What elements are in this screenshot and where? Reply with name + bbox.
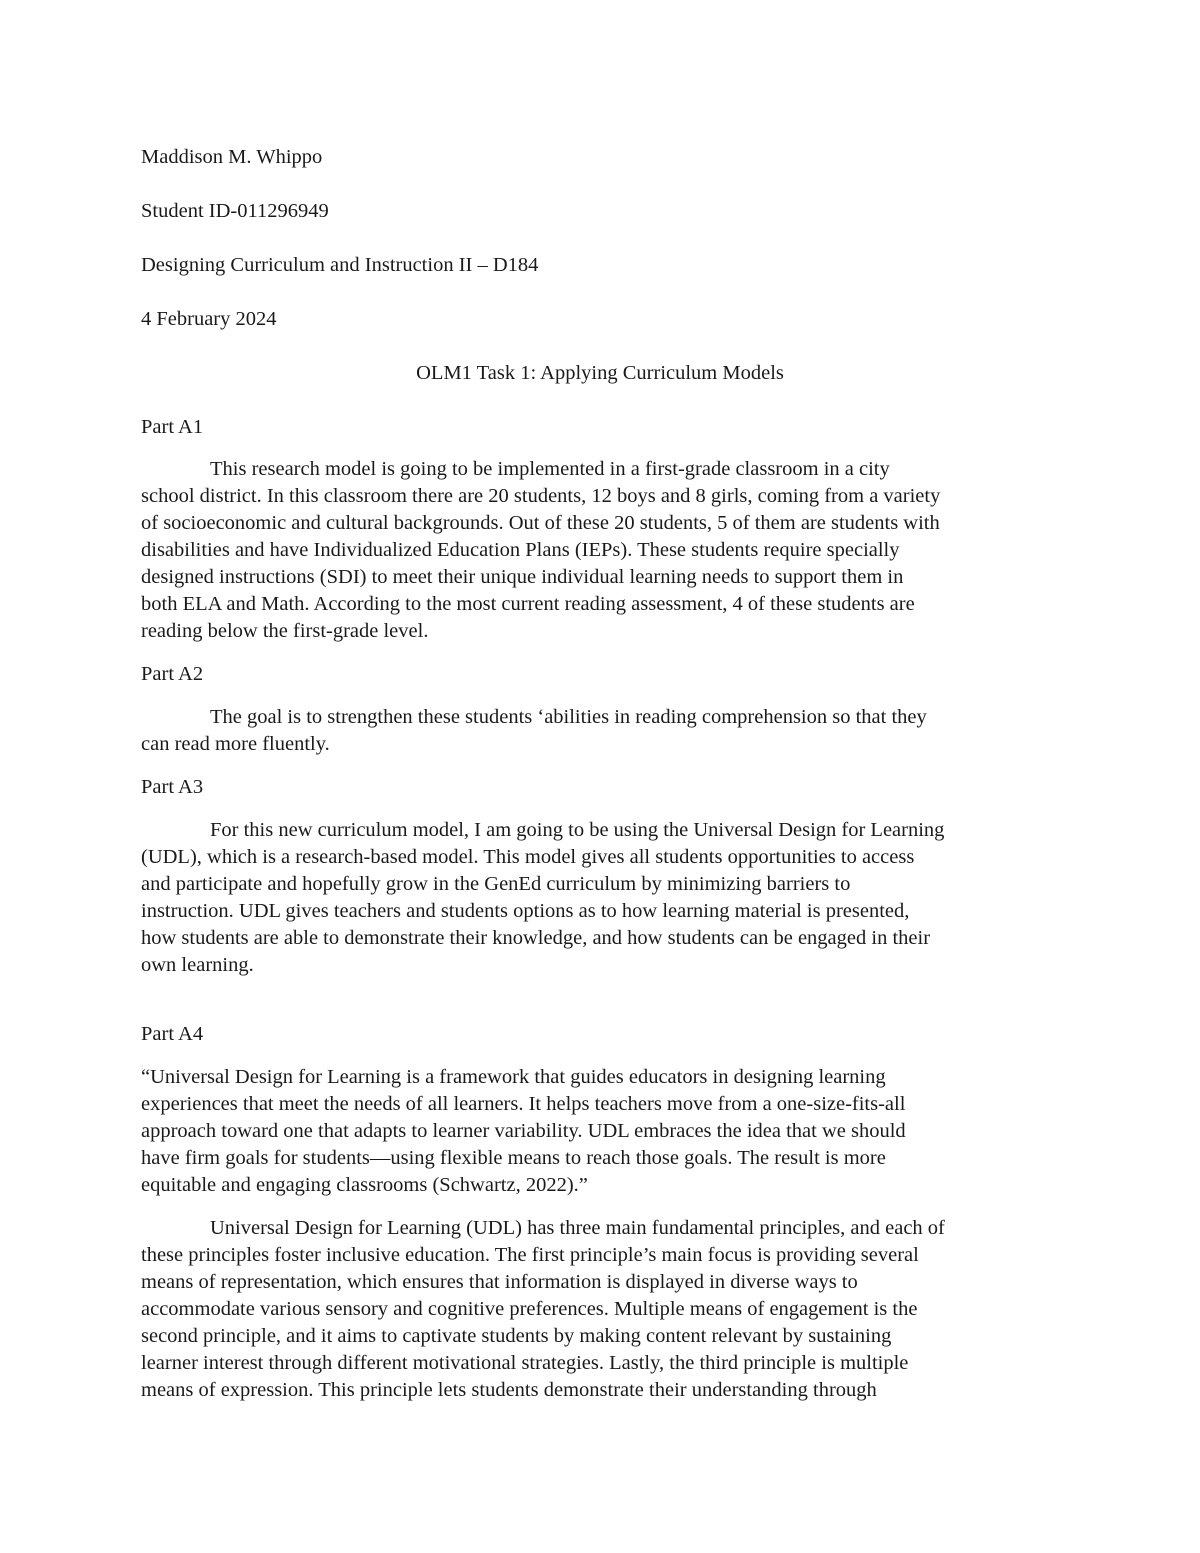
quote-block (141, 1064, 1061, 1199)
quote-line: approach toward one that adapts to learner variability. UDL embraces the idea that we should (141, 1120, 906, 1142)
text-line: these principles foster inclusive education. The first principle’s main focus is providing several (141, 1244, 919, 1266)
quote-line: “Universal Design for Learning is a framework that guides educators in designing learning (141, 1066, 886, 1088)
quote-line: have firm goals for students—using flexible means to reach those goals. The result is more (141, 1147, 886, 1169)
paragraph-a1 (141, 456, 1061, 645)
text-line: how students are able to demonstrate their knowledge, and how students can be engaged in their (141, 927, 931, 949)
author-name: Maddison M. Whippo (141, 146, 323, 168)
text-line: accommodate various sensory and cognitive preferences. Multiple means of engagement is the (141, 1298, 918, 1320)
text-line: and participate and hopefully grow in the GenEd curriculum by minimizing barriers to (141, 873, 851, 895)
text-line: instruction. UDL gives teachers and students options as to how learning material is presented, (141, 900, 910, 922)
section-heading-a4: Part A4 (141, 1023, 204, 1045)
quote-line: equitable and engaging classrooms (Schwartz, 2022).” (141, 1174, 588, 1196)
text-line: reading below the first-grade level. (141, 620, 429, 642)
text-line: can read more fluently. (141, 733, 330, 755)
course-name: Designing Curriculum and Instruction II – D184 (141, 254, 539, 276)
text-line: of socioeconomic and cultural backgrounds. Out of these 20 students, 5 of them are students with (141, 512, 940, 534)
text-line: This research model is going to be implemented in a first-grade classroom in a city (210, 458, 890, 480)
text-line: designed instructions (SDI) to meet their unique individual learning needs to support them in (141, 566, 904, 588)
section-heading-a3: Part A3 (141, 776, 204, 798)
text-line: For this new curriculum model, I am going to be using the Universal Design for Learning (210, 819, 945, 841)
student-id: Student ID-011296949 (141, 200, 329, 222)
text-line: school district. In this classroom there are 20 students, 12 boys and 8 girls, coming from a variety (141, 485, 941, 507)
paragraph-a2 (141, 704, 1061, 758)
section-heading-a1: Part A1 (141, 416, 204, 438)
text-line: means of expression. This principle lets students demonstrate their understanding through (141, 1379, 877, 1401)
text-line: own learning. (141, 954, 254, 976)
section-heading-a2: Part A2 (141, 663, 204, 685)
text-line: Universal Design for Learning (UDL) has three main fundamental principles, and each of (210, 1217, 945, 1239)
paragraph-a4 (141, 1215, 1061, 1404)
quote-line: experiences that meet the needs of all learners. It helps teachers move from a one-size-fits-all (141, 1093, 906, 1115)
text-line: learner interest through different motivational strategies. Lastly, the third principle is multiple (141, 1352, 909, 1374)
document-title: OLM1 Task 1: Applying Curriculum Models (416, 362, 784, 384)
text-line: second principle, and it aims to captivate students by making content relevant by sustaining (141, 1325, 892, 1347)
document-date: 4 February 2024 (141, 308, 277, 330)
text-line: disabilities and have Individualized Education Plans (IEPs). These students require specially (141, 539, 900, 561)
text-line: both ELA and Math. According to the most current reading assessment, 4 of these students are (141, 593, 915, 615)
text-line: means of representation, which ensures that information is displayed in diverse ways to (141, 1271, 858, 1293)
text-line: (UDL), which is a research-based model. This model gives all students opportunities to access (141, 846, 915, 868)
paragraph-a3 (141, 817, 1061, 979)
text-line: The goal is to strengthen these students ‘abilities in reading comprehension so that they (210, 706, 927, 728)
